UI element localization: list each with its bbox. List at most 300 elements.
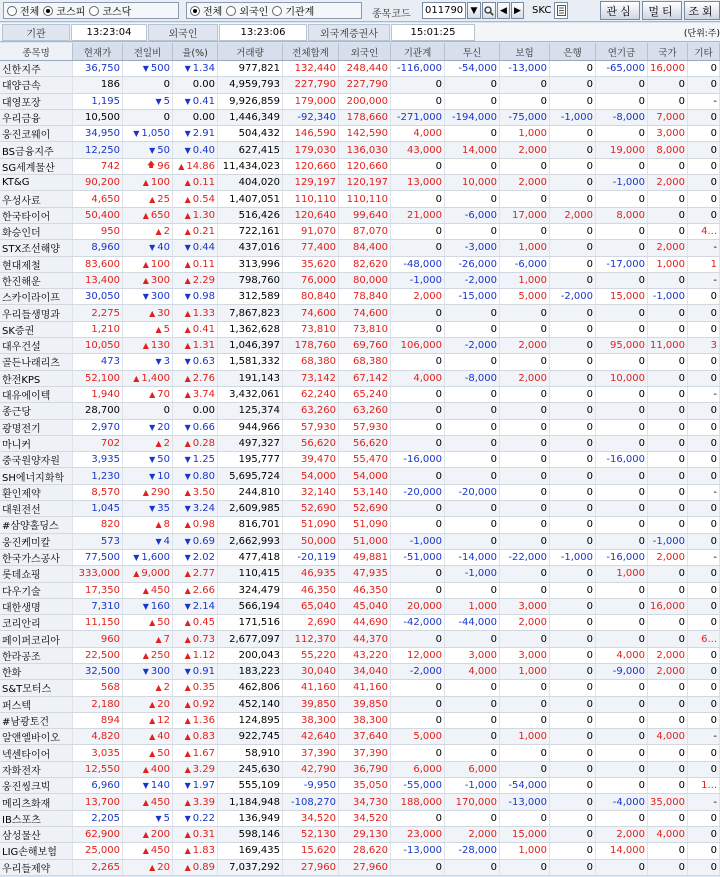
cell-price-text: 1,940: [91, 389, 120, 401]
cell-name[interactable]: [0, 371, 73, 386]
table-row[interactable]: [0, 338, 720, 354]
cell-vol-text: 191,143: [238, 372, 280, 384]
cell-vol-text: 110,415: [238, 568, 280, 580]
cell-etc-text: -: [713, 95, 717, 107]
col-header-institution[interactable]: 기관계: [391, 43, 445, 60]
cell-rate-text: 0.98: [192, 291, 215, 303]
cell-bank-text: 0: [586, 307, 593, 319]
cell-chg: [123, 843, 173, 858]
cell-bank-text: 0: [586, 454, 593, 466]
cell-name[interactable]: [0, 240, 73, 255]
table-row[interactable]: [0, 289, 720, 305]
cell-chg-text: 0: [163, 79, 170, 91]
cell-chg-text: 450: [150, 584, 170, 596]
table-row[interactable]: [0, 583, 720, 599]
table-row[interactable]: [0, 61, 720, 77]
cell-name[interactable]: [0, 697, 73, 712]
cell-name[interactable]: [0, 452, 73, 467]
cell-inst: [391, 436, 445, 451]
cell-price: [73, 566, 123, 581]
cell-name[interactable]: [0, 583, 73, 598]
cell-name[interactable]: [0, 354, 73, 369]
cell-tot-text: 74,600: [301, 307, 336, 319]
cell-vol: [218, 371, 283, 386]
cell-nat-text: 0: [678, 617, 685, 629]
table-row[interactable]: [0, 305, 720, 321]
table-row[interactable]: [0, 322, 720, 338]
table-row[interactable]: [0, 501, 720, 517]
cell-name[interactable]: [0, 420, 73, 435]
up-arrow-icon: ▲: [184, 764, 191, 774]
cell-inv-text: -1,000: [464, 568, 497, 580]
up-arrow-icon: ▲: [142, 210, 149, 220]
cell-nat-text: 0: [678, 519, 685, 531]
cell-etc-text: 4...: [701, 226, 717, 238]
cell-rate-text: 1.31: [192, 340, 215, 352]
cell-name-text: BS금융지주: [2, 146, 54, 158]
cell-pen-text: 0: [638, 160, 645, 172]
table-row[interactable]: [0, 77, 720, 93]
cell-name[interactable]: [0, 811, 73, 826]
cell-pen-text: 15,000: [610, 291, 645, 303]
cell-vol-text: 798,760: [238, 275, 280, 286]
cell-name[interactable]: [0, 126, 73, 141]
table-row[interactable]: [0, 843, 720, 859]
market-filter-kospi[interactable]: 코스피: [43, 3, 85, 18]
cell-chg: [123, 175, 173, 190]
cell-bank-text: 0: [586, 682, 593, 694]
cell-inst-text: -1,000: [409, 275, 442, 286]
cell-bank: [550, 778, 596, 793]
down-arrow-icon: ▼: [155, 357, 162, 367]
table-row[interactable]: [0, 615, 720, 631]
cell-chg-text: 20: [157, 698, 170, 710]
cell-vol-text: 555,109: [238, 780, 280, 792]
cell-name[interactable]: [0, 517, 73, 532]
table-body: [0, 61, 720, 876]
cell-chg-text: 300: [150, 275, 170, 286]
table-row[interactable]: [0, 762, 720, 778]
cell-for: [339, 387, 391, 402]
table-row[interactable]: [0, 811, 720, 827]
table-row[interactable]: [0, 713, 720, 729]
cell-etc-text: 0: [710, 845, 717, 857]
cell-price: [73, 550, 123, 565]
cell-tot-text: 120,640: [294, 209, 336, 221]
table-row[interactable]: [0, 387, 720, 403]
cell-inv: [445, 517, 500, 532]
col-header-bank[interactable]: 은행: [550, 43, 596, 60]
cell-rate-text: 0.63: [192, 356, 215, 368]
cell-ins: [500, 387, 550, 402]
table-row[interactable]: [0, 273, 720, 289]
cell-rate: [173, 534, 218, 549]
cell-etc: [688, 338, 720, 353]
table-row[interactable]: [0, 794, 720, 810]
table-row[interactable]: [0, 452, 720, 468]
cell-vol: [218, 745, 283, 760]
col-header-insurance[interactable]: 보험: [500, 43, 550, 60]
cell-inst: [391, 729, 445, 744]
col-header-total[interactable]: 전체합계: [283, 43, 339, 60]
cell-pen-text: 0: [638, 356, 645, 368]
cell-tot-text: 56,620: [301, 437, 336, 449]
table-row[interactable]: [0, 257, 720, 273]
cell-for-text: 80,000: [353, 275, 388, 286]
cell-chg: [123, 794, 173, 809]
cell-inst: [391, 305, 445, 320]
cell-vol-text: 11,434,023: [222, 160, 280, 172]
cell-ins-text: 0: [540, 633, 547, 645]
cell-inv-text: 0: [490, 519, 497, 531]
cell-name[interactable]: [0, 305, 73, 320]
cell-bank: [550, 94, 596, 109]
cell-name[interactable]: [0, 191, 73, 206]
cell-nat: [648, 240, 688, 255]
cell-for: [339, 61, 391, 76]
investor-filter-institution[interactable]: 기관계: [272, 3, 314, 18]
cell-bank-text: 0: [586, 258, 593, 270]
cell-for: [339, 550, 391, 565]
cell-for: [339, 745, 391, 760]
market-filter-kosdaq[interactable]: 코스닥: [89, 3, 131, 18]
cell-rate: [173, 517, 218, 532]
cell-rate-text: 14.86: [186, 160, 215, 172]
cell-name[interactable]: [0, 550, 73, 565]
cell-nat-text: 3,000: [656, 128, 685, 140]
table-row[interactable]: [0, 191, 720, 207]
table-row[interactable]: [0, 403, 720, 419]
table-row[interactable]: [0, 224, 720, 240]
cell-rate: [173, 550, 218, 565]
cell-name[interactable]: [0, 615, 73, 630]
cell-ins: [500, 61, 550, 76]
col-header-pension[interactable]: 연기금: [596, 43, 648, 60]
cell-etc: [688, 240, 720, 255]
cell-name[interactable]: [0, 501, 73, 516]
cell-name-text: 웅진씽크빅: [2, 782, 51, 794]
cell-name[interactable]: [0, 273, 73, 288]
cell-rate: [173, 648, 218, 663]
investor-filter-all[interactable]: 전체: [190, 3, 222, 18]
investor-trading-table: [0, 43, 720, 876]
cell-pen: [596, 403, 648, 418]
table-row[interactable]: [0, 680, 720, 696]
cell-rate: [173, 745, 218, 760]
col-header-investment-trust[interactable]: 투신: [445, 43, 500, 60]
cell-for: [339, 599, 391, 614]
cell-price: [73, 289, 123, 304]
cell-price: [73, 224, 123, 239]
cell-name[interactable]: [0, 289, 73, 304]
cell-bank-text: 0: [586, 193, 593, 205]
cell-name[interactable]: [0, 713, 73, 728]
market-filter-all[interactable]: 전체: [7, 3, 39, 18]
cell-name[interactable]: [0, 322, 73, 337]
cell-inst-text: 20,000: [407, 600, 442, 612]
cell-vol: [218, 403, 283, 418]
cell-name[interactable]: [0, 827, 73, 842]
cell-for-text: 51,000: [353, 535, 388, 547]
cell-inv: [445, 794, 500, 809]
cell-rate: [173, 61, 218, 76]
table-row[interactable]: [0, 566, 720, 582]
cell-rate-text: 0.80: [192, 470, 215, 482]
cell-name[interactable]: [0, 175, 73, 190]
cell-ins: [500, 843, 550, 858]
cell-chg: [123, 257, 173, 272]
cell-inst-text: 0: [435, 812, 442, 824]
cell-for: [339, 436, 391, 451]
cell-name[interactable]: [0, 61, 73, 76]
cell-vol-text: 2,677,097: [229, 633, 280, 645]
cell-ins-text: -54,000: [508, 780, 547, 792]
cell-name[interactable]: [0, 664, 73, 679]
table-row[interactable]: [0, 729, 720, 745]
col-header-price[interactable]: 현재가: [73, 43, 123, 60]
col-header-foreign[interactable]: 외국인: [339, 43, 391, 60]
cell-name[interactable]: [0, 485, 73, 500]
cell-bank-text: 0: [586, 796, 593, 808]
cell-name[interactable]: [0, 159, 73, 174]
dropdown-arrow-icon[interactable]: ▼: [467, 2, 481, 19]
cell-for-text: 49,881: [353, 552, 388, 564]
cell-pen: [596, 648, 648, 663]
cell-pen: [596, 175, 648, 190]
table-row[interactable]: [0, 110, 720, 126]
cell-price-text: 568: [100, 682, 120, 694]
cell-name-text: 대유에이텍: [2, 391, 51, 403]
cell-ins: [500, 697, 550, 712]
cell-for: [339, 224, 391, 239]
cell-vol: [218, 338, 283, 353]
stock-code-input[interactable]: [422, 2, 466, 19]
cell-nat-text: 0: [678, 437, 685, 449]
cell-etc-text: 3: [710, 340, 717, 352]
cell-price: [73, 697, 123, 712]
cell-name[interactable]: [0, 436, 73, 451]
col-header-name[interactable]: 종목명: [0, 43, 73, 60]
table-row[interactable]: [0, 159, 720, 175]
cell-tot: [283, 615, 339, 630]
cell-name[interactable]: [0, 387, 73, 402]
cell-etc: [688, 61, 720, 76]
cell-pen: [596, 501, 648, 516]
cell-bank: [550, 322, 596, 337]
table-row[interactable]: [0, 420, 720, 436]
cell-price: [73, 142, 123, 157]
cell-for-text: 27,960: [353, 861, 388, 873]
cell-name[interactable]: [0, 224, 73, 239]
cell-name-text: 우리들제약: [2, 863, 51, 875]
down-arrow-icon: ▼: [184, 243, 191, 253]
cell-name[interactable]: [0, 843, 73, 858]
cell-rate: [173, 142, 218, 157]
cell-bank-text: 0: [586, 63, 593, 75]
table-row[interactable]: [0, 142, 720, 158]
table-row[interactable]: [0, 208, 720, 224]
cell-etc-text: 0: [710, 112, 717, 124]
col-header-volume[interactable]: 거래량: [218, 43, 283, 60]
cell-name[interactable]: [0, 403, 73, 418]
col-header-change[interactable]: 전일비: [123, 43, 173, 60]
cell-name[interactable]: [0, 110, 73, 125]
cell-bank: [550, 452, 596, 467]
table-row[interactable]: [0, 778, 720, 794]
cell-inst-text: 0: [435, 226, 442, 238]
cell-vol: [218, 452, 283, 467]
cell-chg: [123, 224, 173, 239]
cell-tot: [283, 387, 339, 402]
cell-name[interactable]: [0, 745, 73, 760]
cell-vol-text: 1,184,948: [229, 796, 280, 808]
memo-icon[interactable]: [554, 2, 568, 19]
cell-inst: [391, 77, 445, 92]
cell-name[interactable]: [0, 468, 73, 483]
cell-price: [73, 762, 123, 777]
table-row[interactable]: [0, 534, 720, 550]
cell-name[interactable]: [0, 94, 73, 109]
col-header-national[interactable]: 국가: [648, 43, 688, 60]
table-row[interactable]: [0, 468, 720, 484]
cell-vol-text: 2,609,985: [229, 503, 280, 515]
cell-ins-text: 0: [540, 307, 547, 319]
cell-name[interactable]: [0, 762, 73, 777]
cell-name[interactable]: [0, 631, 73, 646]
cell-inst: [391, 257, 445, 272]
table-row[interactable]: [0, 517, 720, 533]
down-arrow-icon: ▼: [184, 813, 191, 823]
cell-for-text: 44,690: [353, 617, 388, 629]
cell-name[interactable]: [0, 729, 73, 744]
cell-bank-text: 0: [586, 340, 593, 352]
table-row[interactable]: [0, 485, 720, 501]
cell-price: [73, 420, 123, 435]
investor-filter-foreign[interactable]: 외국인: [226, 3, 268, 18]
cell-name-text: 자화전자: [2, 765, 41, 777]
cell-name[interactable]: [0, 142, 73, 157]
cell-price-text: 7,310: [91, 600, 120, 612]
cell-rate-text: 0.91: [192, 666, 215, 678]
cell-ins: [500, 224, 550, 239]
cell-inv: [445, 224, 500, 239]
cell-name[interactable]: [0, 566, 73, 581]
cell-price: [73, 729, 123, 744]
cell-etc-text: 0: [710, 356, 717, 368]
cell-bank-text: 0: [586, 584, 593, 596]
cell-chg: [123, 550, 173, 565]
cell-nat: [648, 680, 688, 695]
cell-name-text: #삼양홀딩스: [2, 521, 59, 533]
cell-name[interactable]: [0, 338, 73, 353]
prev-arrow-icon[interactable]: ◀: [497, 2, 510, 19]
cell-rate-text: 0.35: [192, 682, 215, 694]
cell-pen-text: 0: [638, 763, 645, 775]
cell-price: [73, 208, 123, 223]
cell-price-text: 4,820: [91, 731, 120, 743]
cell-chg: [123, 159, 173, 174]
table-row[interactable]: [0, 240, 720, 256]
multi-button[interactable]: 멀티: [642, 1, 682, 20]
cell-inst-text: 0: [435, 79, 442, 91]
table-row[interactable]: [0, 371, 720, 387]
cell-ins: [500, 566, 550, 581]
cell-bank: [550, 534, 596, 549]
table-row[interactable]: [0, 631, 720, 647]
cell-name[interactable]: [0, 778, 73, 793]
cell-name[interactable]: [0, 680, 73, 695]
table-row[interactable]: [0, 126, 720, 142]
table-row[interactable]: [0, 827, 720, 843]
cell-name[interactable]: [0, 794, 73, 809]
cell-name[interactable]: [0, 257, 73, 272]
col-header-rate[interactable]: 율(%): [173, 43, 218, 60]
cell-bank: [550, 566, 596, 581]
cell-for: [339, 305, 391, 320]
table-row[interactable]: [0, 175, 720, 191]
cell-ins-text: 0: [540, 682, 547, 694]
table-row[interactable]: [0, 599, 720, 615]
cell-vol: [218, 468, 283, 483]
cell-name[interactable]: [0, 599, 73, 614]
search-icon[interactable]: [482, 2, 496, 19]
cell-nat: [648, 599, 688, 614]
cell-nat-text: 0: [678, 812, 685, 824]
cell-inv-text: -54,000: [458, 63, 497, 75]
cell-name[interactable]: [0, 534, 73, 549]
table-row[interactable]: [0, 436, 720, 452]
cell-vol-text: 722,161: [238, 226, 280, 238]
cell-name[interactable]: [0, 648, 73, 663]
cell-inst: [391, 289, 445, 304]
cell-bank-text: 0: [586, 780, 593, 792]
cell-name[interactable]: [0, 77, 73, 92]
cell-pen-text: -16,000: [606, 552, 645, 564]
cell-for: [339, 631, 391, 646]
table-header: [0, 43, 720, 61]
table-row[interactable]: [0, 860, 720, 876]
watchlist-button[interactable]: 관심: [600, 1, 640, 20]
cell-inst-text: 0: [435, 715, 442, 727]
cell-vol-text: 171,516: [238, 617, 280, 629]
cell-inst: [391, 566, 445, 581]
table-row[interactable]: [0, 697, 720, 713]
table-row[interactable]: [0, 550, 720, 566]
cell-chg-text: 50: [157, 144, 170, 156]
cell-inv: [445, 452, 500, 467]
cell-inv-text: 170,000: [455, 796, 497, 808]
table-row[interactable]: [0, 664, 720, 680]
table-row[interactable]: [0, 354, 720, 370]
cell-inst-text: 6,000: [413, 763, 442, 775]
table-row[interactable]: [0, 648, 720, 664]
cell-name[interactable]: [0, 860, 73, 875]
cell-name[interactable]: [0, 208, 73, 223]
cell-tot: [283, 452, 339, 467]
cell-bank: [550, 827, 596, 842]
cell-chg-text: 40: [157, 731, 170, 743]
col-header-etc[interactable]: 기타: [688, 43, 720, 60]
cell-for: [339, 583, 391, 598]
table-row[interactable]: [0, 94, 720, 110]
cell-etc: [688, 794, 720, 809]
table-row[interactable]: [0, 745, 720, 761]
cell-rate-text: 1.25: [192, 454, 215, 466]
next-arrow-icon[interactable]: ▶: [511, 2, 524, 19]
cell-name-text: 메리츠화재: [2, 798, 51, 810]
query-button[interactable]: 조회: [684, 1, 720, 20]
cell-pen: [596, 142, 648, 157]
